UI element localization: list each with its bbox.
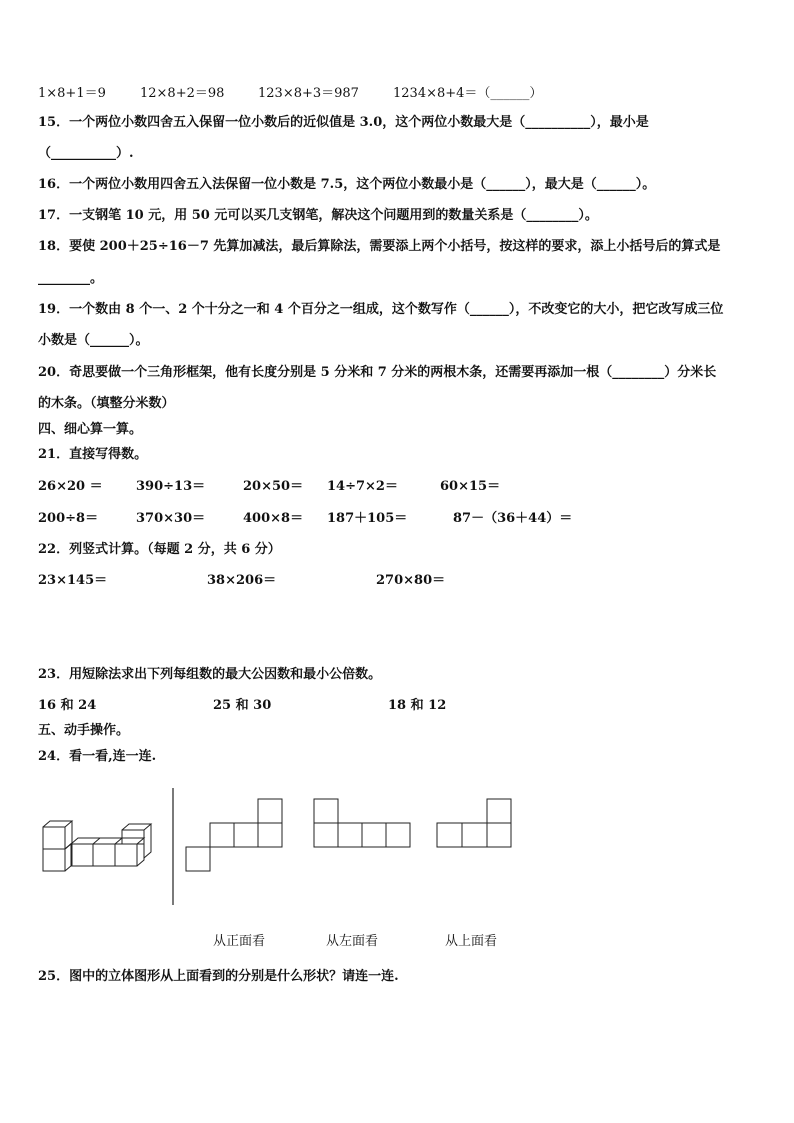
question-15-line-1: 15．一个两位小数四舍五入保留一位小数后的近似值是 3.0，这个两位小数最大是（__________），最小是	[38, 115, 649, 130]
sequence-expr-1: 1×8+1＝9	[38, 86, 106, 101]
calc-item: 390÷13＝	[136, 479, 206, 494]
question-20-line-2: 的木条。（填整分米数）	[38, 396, 175, 411]
question-17: 17．一支钢笔 10 元，用 50 元可以买几支钢笔，解决这个问题用到的数量关系是（________）。	[38, 208, 598, 223]
question-21-title: 21．直接写得数。	[38, 447, 148, 462]
caption-left-view: 从左面看	[326, 934, 379, 949]
section-4-heading: 四、细心算一算。	[38, 422, 143, 437]
vertical-calc-item: 23×145＝	[38, 573, 108, 588]
question-19-line-2: 小数是（______）。	[38, 333, 149, 348]
question-15-line-2: （__________）.	[38, 146, 134, 161]
calc-item: 26×20 ＝	[38, 479, 103, 494]
question-22-title: 22．列竖式计算。（每题 2 分，共 6 分）	[38, 542, 281, 557]
question-18-line-1: 18．要使 200＋25÷16－7 先算加减法，最后算除法，需要添上两个小括号，按这样的要求，添上小括号后的算式是	[38, 239, 721, 254]
sequence-expr-2: 12×8+2＝98	[140, 86, 225, 101]
caption-top-view: 从上面看	[445, 934, 498, 949]
vertical-calc-item: 38×206＝	[207, 573, 277, 588]
number-pair: 18 和 12	[388, 698, 447, 713]
calc-item: 87－（36＋44）＝	[453, 511, 573, 526]
question-19-line-1: 19．一个数由 8 个一、2 个十分之一和 4 个百分之一组成，这个数写作（______），不改变它的大小，把它改写成三位	[38, 302, 724, 317]
number-pair: 25 和 30	[213, 698, 272, 713]
caption-front-view: 从正面看	[213, 934, 266, 949]
question-18-line-2: ________。	[38, 271, 104, 286]
vertical-calc-item: 270×80＝	[376, 573, 446, 588]
view-c-figure	[437, 799, 511, 847]
section-5-heading: 五、动手操作。	[38, 723, 130, 738]
view-a-figure	[186, 799, 282, 871]
number-pair: 16 和 24	[38, 698, 97, 713]
sequence-expr-4: 1234×8+4＝（______）	[393, 86, 543, 101]
calc-item: 20×50＝	[243, 479, 304, 494]
calc-item: 370×30＝	[136, 511, 206, 526]
question-16: 16．一个两位小数用四舍五入法保留一位小数是 7.5，这个两位小数最小是（______），最大是（______）。	[38, 177, 656, 192]
question-20-line-1: 20．奇思要做一个三角形框架，他有长度分别是 5 分米和 7 分米的两根木条，还需要再添加一根（________）分米长	[38, 365, 717, 380]
question-23-title: 23．用短除法求出下列每组数的最大公因数和最小公倍数。	[38, 667, 382, 682]
view-b-figure	[314, 799, 410, 847]
question-25: 25．图中的立体图形从上面看到的分别是什么形状？请连一连.	[38, 969, 399, 984]
cube-solid-figure	[43, 821, 151, 871]
calc-item: 187＋105＝	[327, 511, 408, 526]
calc-item: 200÷8＝	[38, 511, 99, 526]
calc-item: 14÷7×2＝	[327, 479, 398, 494]
calc-item: 400×8＝	[243, 511, 304, 526]
calc-item: 60×15＝	[440, 479, 501, 494]
question-24-title: 24．看一看,连一连.	[38, 749, 157, 764]
sequence-expr-3: 123×8+3＝987	[258, 86, 359, 101]
